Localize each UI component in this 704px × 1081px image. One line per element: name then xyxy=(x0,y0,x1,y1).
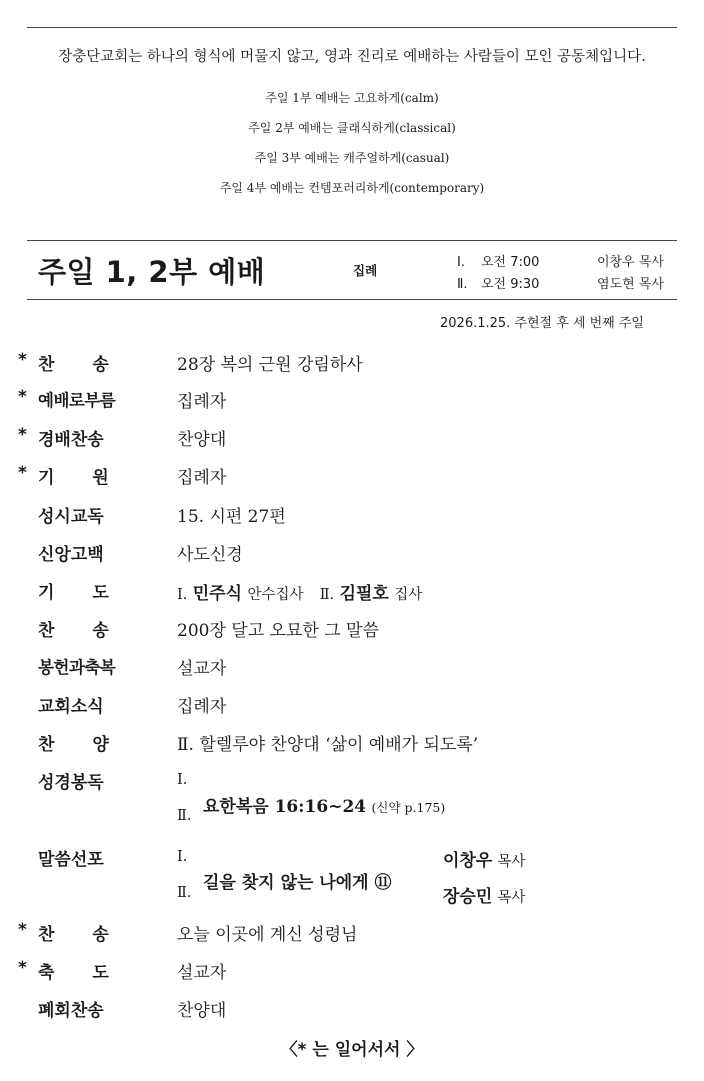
order-value: Ⅱ. 할렐루야 찬양대 ‘삶이 예배가 되도록’ xyxy=(177,735,479,755)
reading-book: 요한복음 16:16~24 xyxy=(203,797,367,817)
time-value: 오전 9:30 xyxy=(481,277,540,292)
sermon-roman-2: Ⅱ. xyxy=(177,885,192,901)
order-item xyxy=(0,463,704,493)
order-label-text: 기원 xyxy=(38,468,147,488)
preacher-role: 목사 xyxy=(497,890,526,906)
preacher-role: 목사 xyxy=(497,854,526,870)
order-value: 설교자 xyxy=(177,963,227,983)
prayer-leaders xyxy=(177,579,422,604)
sermon-title: 길을 찾지 않는 나에게 ⑪ xyxy=(203,873,392,893)
order-value: 200장 달고 오묘한 그 말씀 xyxy=(177,621,379,641)
preacher-name: 이창우 xyxy=(443,851,493,871)
prayer-name-2: 김필호 xyxy=(339,584,389,604)
order-item xyxy=(0,654,704,684)
order-item xyxy=(0,616,704,646)
order-label: 폐회찬송 xyxy=(38,1001,104,1021)
order-item xyxy=(0,387,704,417)
order-item-sermon xyxy=(0,845,704,905)
service-description-1: 주일 1부 예배는 고요하게(calm) xyxy=(265,91,439,105)
order-value: 찬양대 xyxy=(177,1001,227,1021)
order-value: 28장 복의 근원 강림하사 xyxy=(177,355,363,375)
sermon-roman-1: Ⅰ. xyxy=(177,849,188,865)
reading-passage xyxy=(203,792,445,817)
order-label xyxy=(38,958,147,983)
time-roman: Ⅰ. xyxy=(457,255,465,270)
order-label xyxy=(38,920,147,945)
preacher-1 xyxy=(443,846,525,871)
order-item xyxy=(0,692,704,722)
prayer-role-2: 집사 xyxy=(394,587,423,603)
time-roman: Ⅱ. xyxy=(457,277,468,292)
prayer-name-1: 민주식 xyxy=(192,584,243,604)
order-label-text: 축도 xyxy=(38,963,147,983)
order-value: 설교자 xyxy=(177,659,227,679)
order-value: 오늘 이곳에 계신 성령님 xyxy=(177,925,358,945)
church-statement: 장충단교회는 하나의 형식에 머물지 않고, 영과 진리로 예배하는 사람들이 모인 공동체입니다. xyxy=(58,49,646,65)
order-value: 집례자 xyxy=(177,392,227,412)
prayer-roman-1: Ⅰ. xyxy=(177,587,188,603)
stand-marker: * xyxy=(18,425,27,445)
service-description-4: 주일 4부 예배는 컨템포러리하게(contemporary) xyxy=(219,181,485,195)
header-top-divider xyxy=(27,240,677,241)
time-value: 오전 7:00 xyxy=(481,255,540,270)
time-pastor: 염도현 목사 xyxy=(597,277,664,292)
service-time-1 xyxy=(457,251,664,270)
order-label xyxy=(38,578,147,603)
order-value: 15. 시편 27편 xyxy=(177,507,286,527)
prayer-roman-2: Ⅱ. xyxy=(319,587,335,603)
order-value: 사도신경 xyxy=(177,545,243,565)
order-item xyxy=(0,920,704,950)
header-bottom-divider xyxy=(27,299,677,300)
order-item xyxy=(0,350,704,380)
service-description-2: 주일 2부 예배는 클래식하게(classical) xyxy=(248,121,456,135)
order-label: 봉헌과축복 xyxy=(38,658,116,677)
order-label xyxy=(38,463,147,488)
order-label-text: 찬송 xyxy=(38,925,147,945)
reading-page-ref: (신약 p.175) xyxy=(371,800,446,815)
top-divider xyxy=(27,27,677,28)
order-label xyxy=(38,350,147,375)
order-item xyxy=(0,540,704,570)
order-label xyxy=(38,730,147,755)
order-item-reading xyxy=(0,768,704,828)
service-date: 2026.1.25. 주현절 후 세 번째 주일 xyxy=(440,316,644,331)
order-label: 성시교독 xyxy=(38,507,104,527)
order-label-text: 찬송 xyxy=(38,621,147,641)
stand-marker: * xyxy=(18,463,27,483)
prayer-role-1: 안수집사 xyxy=(247,587,304,603)
stand-marker: * xyxy=(18,958,27,978)
service-time-2 xyxy=(457,273,664,292)
standing-note: 〈* 는 일어서서 〉 xyxy=(280,1040,424,1060)
stand-marker: * xyxy=(18,387,27,407)
order-label-text: 찬양 xyxy=(38,735,147,755)
order-label: 경배찬송 xyxy=(38,430,104,450)
order-label: 교회소식 xyxy=(38,697,104,717)
order-item xyxy=(0,958,704,988)
service-description-3: 주일 3부 예배는 캐주얼하게(casual) xyxy=(254,151,450,165)
order-item xyxy=(0,730,704,760)
order-label: 예배로부름 xyxy=(38,391,116,410)
worship-title: 주일 1, 2부 예배 xyxy=(38,255,266,289)
presider-label: 집례 xyxy=(353,263,378,278)
reading-roman-1: Ⅰ. xyxy=(177,772,188,788)
order-item xyxy=(0,425,704,455)
preacher-2 xyxy=(443,882,525,907)
stand-marker: * xyxy=(18,350,27,370)
preacher-name: 장승민 xyxy=(443,887,493,907)
order-value: 집례자 xyxy=(177,697,227,717)
order-item xyxy=(0,502,704,532)
order-value: 찬양대 xyxy=(177,430,227,450)
order-label: 신앙고백 xyxy=(38,545,104,565)
time-pastor: 이창우 목사 xyxy=(597,255,664,270)
order-value: 집례자 xyxy=(177,468,227,488)
reading-roman-2: Ⅱ. xyxy=(177,808,192,824)
order-item xyxy=(0,996,704,1026)
order-label: 말씀선포 xyxy=(38,850,104,870)
order-label-text: 찬송 xyxy=(38,355,147,375)
stand-marker: * xyxy=(18,920,27,940)
order-label-text: 기도 xyxy=(38,583,147,603)
order-label: 성경봉독 xyxy=(38,773,104,793)
order-item-prayer xyxy=(0,578,704,608)
order-label xyxy=(38,616,147,641)
